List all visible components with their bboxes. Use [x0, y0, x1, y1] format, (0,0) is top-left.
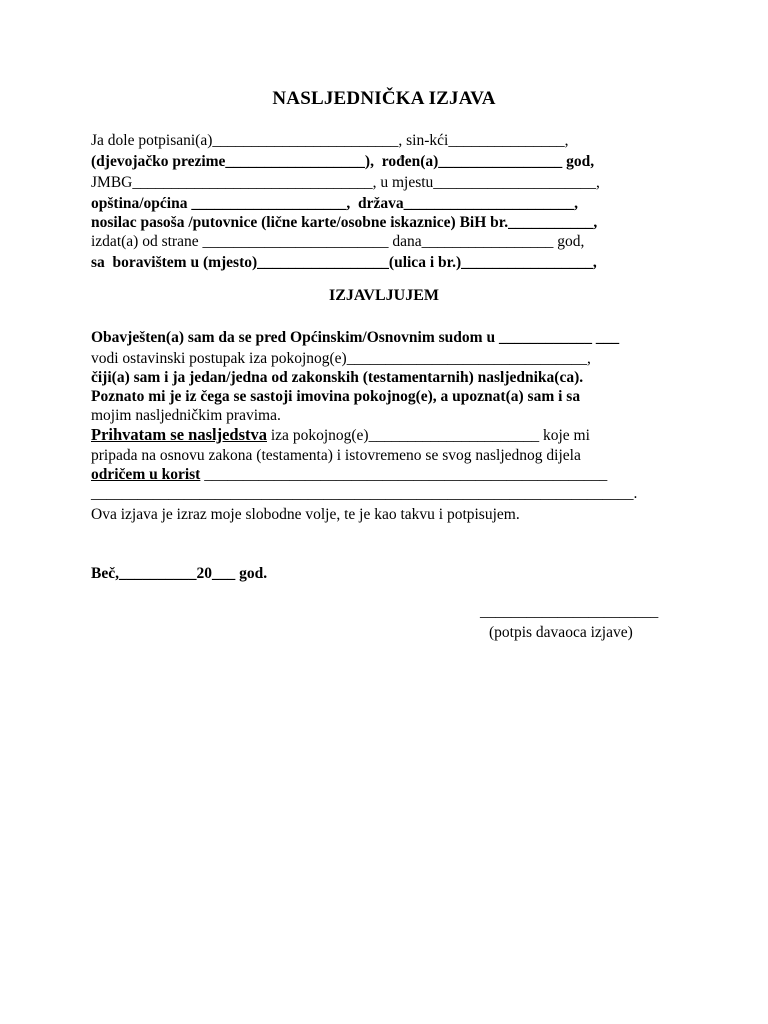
renounce-text: odričem u korist	[91, 466, 201, 483]
signature-label: (potpis davaoca izjave)	[489, 624, 633, 641]
declaration-line-1: Obavješten(a) sam da se pred Općinskim/Osnovnim sudom u ____________ ___	[91, 329, 620, 346]
declaration-line-2: vodi ostavinski postupak iza pokojnog(e)_______________________________,	[91, 350, 591, 367]
declaration-line-7: pripada na osnovu zakona (testamenta) i istovremeno se svog nasljednog dijela	[91, 447, 581, 464]
personal-line-1-text: Ja dole potpisani(a)________________________, sin-kći_______________,	[91, 132, 569, 149]
declaration-line-6	[91, 425, 590, 445]
personal-line-7	[91, 253, 597, 272]
personal-line-6	[91, 232, 584, 251]
section-heading: IZJAVLJUJEM	[329, 287, 439, 304]
personal-line-6-text: izdat(a) od strane ________________________ dana_________________ god,	[91, 233, 585, 250]
personal-line-1	[91, 131, 568, 150]
declaration-line-10: Ova izjava je izraz moje slobodne volje, te je kao takvu i potpisujem.	[91, 506, 520, 523]
declaration-line-9: ______________________________________________________________________.	[91, 485, 638, 502]
renounce-blank: ____________________________________________________	[200, 466, 608, 483]
signature-line: _______________________	[480, 603, 659, 620]
declaration-line-4: Poznato mi je iz čega se sastoji imovina pokojnog(e), a upoznat(a) sam i sa	[91, 388, 581, 405]
document-title: NASLJEDNIČKA IZJAVA	[272, 88, 496, 109]
declaration-line-8	[91, 465, 607, 484]
declaration-line-3: čiji(a) sam i ja jedan/jedna od zakonskih (testamentarnih) nasljednika(ca).	[91, 369, 584, 386]
personal-line-2-text: (djevojačko prezime__________________), rođen(a)________________ god,	[91, 153, 595, 170]
personal-line-5	[91, 213, 597, 232]
personal-line-7-text: sa boravištem u (mjesto)_________________(ulica i br.)_________________,	[91, 254, 597, 271]
accept-inheritance-text: Prihvatam se nasljedstva	[91, 425, 267, 444]
personal-line-3-text: JMBG_______________________________, u mjestu_____________________,	[91, 174, 600, 191]
declaration-line-5: mojim nasljedničkim pravima.	[91, 407, 281, 424]
personal-line-2	[91, 152, 594, 171]
personal-line-4-text: opština/općina ____________________, država______________________,	[91, 195, 578, 212]
personal-line-4	[91, 194, 578, 213]
accept-inheritance-rest: iza pokojnog(e)______________________ koje mi	[267, 427, 590, 444]
place-date-line: Beč,__________20___ god.	[91, 565, 268, 582]
personal-line-5-text: nosilac pasoša /putovnice (lične karte/osobne iskaznice) BiH br.___________,	[91, 214, 598, 231]
personal-line-3	[91, 173, 600, 192]
